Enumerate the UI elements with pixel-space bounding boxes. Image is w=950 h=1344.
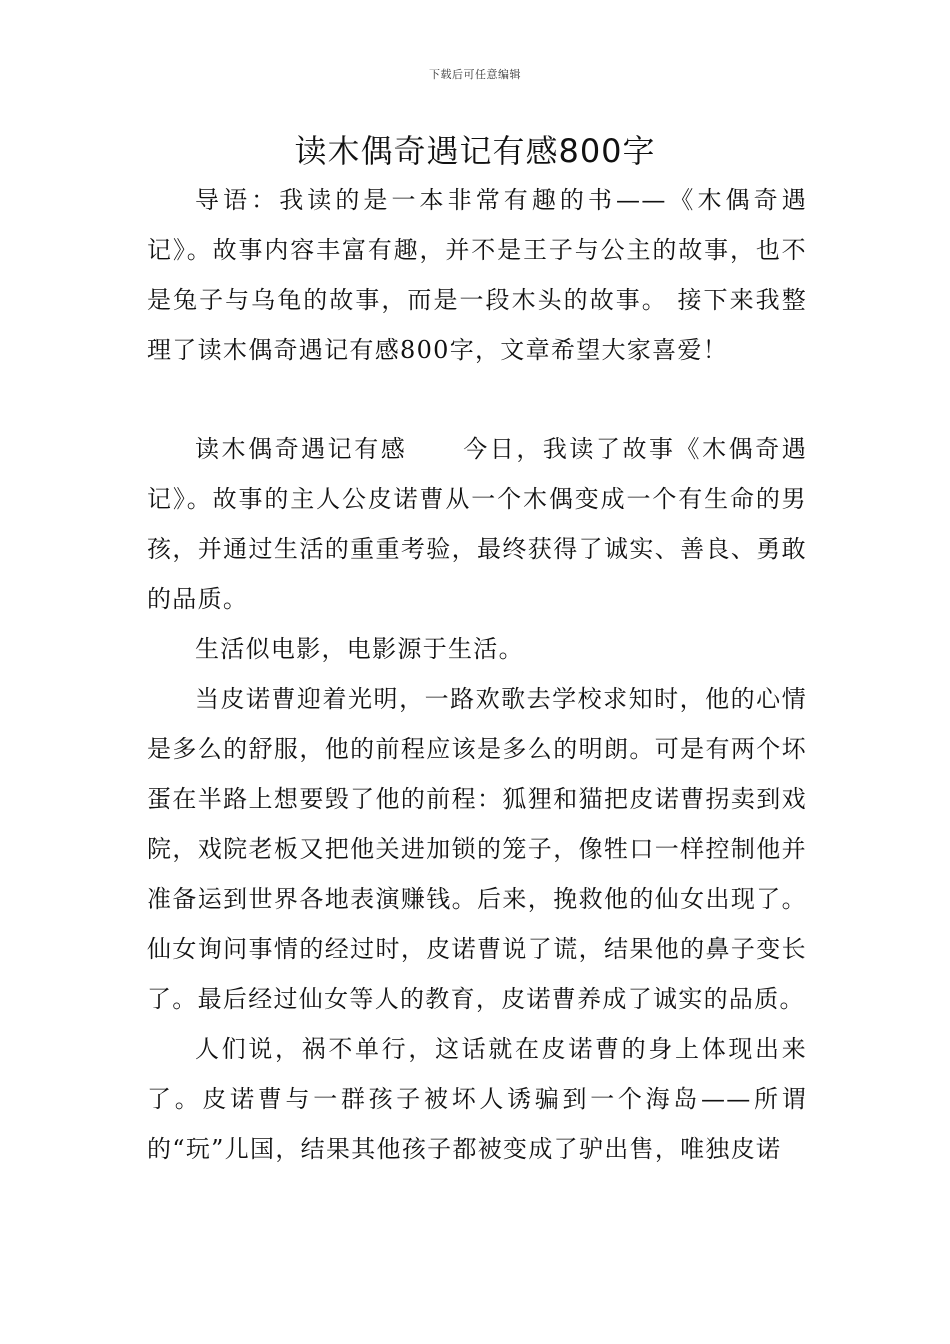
article-body [147,424,807,1174]
paragraph: 当皮诺曹迎着光明，一路欢歌去学校求知时，他的心情是多么的舒服，他的前程应该是多么的明朗。可是有两个坏蛋在半路上想要毁了他的前程：狐狸和猫把皮诺曹拐卖到戏院，戏院老板又把他关进加锁的笼子，像牲口一样控制他并准备运到世界各地表演赚钱。后来，挽救他的仙女出现了。仙女询问事情的经过时，皮诺曹说了谎，结果他的鼻子变长了。最后经过仙女等人的教育，皮诺曹养成了诚实的品质。 [147,685,807,1013]
section-heading: 读木偶奇遇记有感 [195,435,408,463]
intro-paragraph: 导语：我读的是一本非常有趣的书——《木偶奇遇记》。故事内容丰富有趣，并不是王子与公主的故事，也不是兔子与乌龟的故事，而是一段木头的故事。 接下来我整理了读木偶奇遇记有感800字，文章希望大家喜爱！ [147,186,807,364]
paragraph-text: 今日，我读了故事《木偶奇遇记》。故事的主人公皮诺曹从一个木偶变成一个有生命的男孩，并通过生活的重重考验，最终获得了诚实、善良、勇敢的品质。 [147,435,807,613]
intro-section [147,175,807,375]
document-title: 读木偶奇遇记有感800字 [294,132,656,170]
first-paragraph [147,424,807,624]
paragraph: 人们说，祸不单行，这话就在皮诺曹的身上体现出来了。皮诺曹与一群孩子被坏人诱骗到一个海岛——所谓的“玩”儿国，结果其他孩子都被变成了驴出售，唯独皮诺 [147,1035,807,1163]
page-header-note: 下载后可任意编辑 [429,68,521,81]
paragraph: 生活似电影，电影源于生活。 [195,635,524,663]
